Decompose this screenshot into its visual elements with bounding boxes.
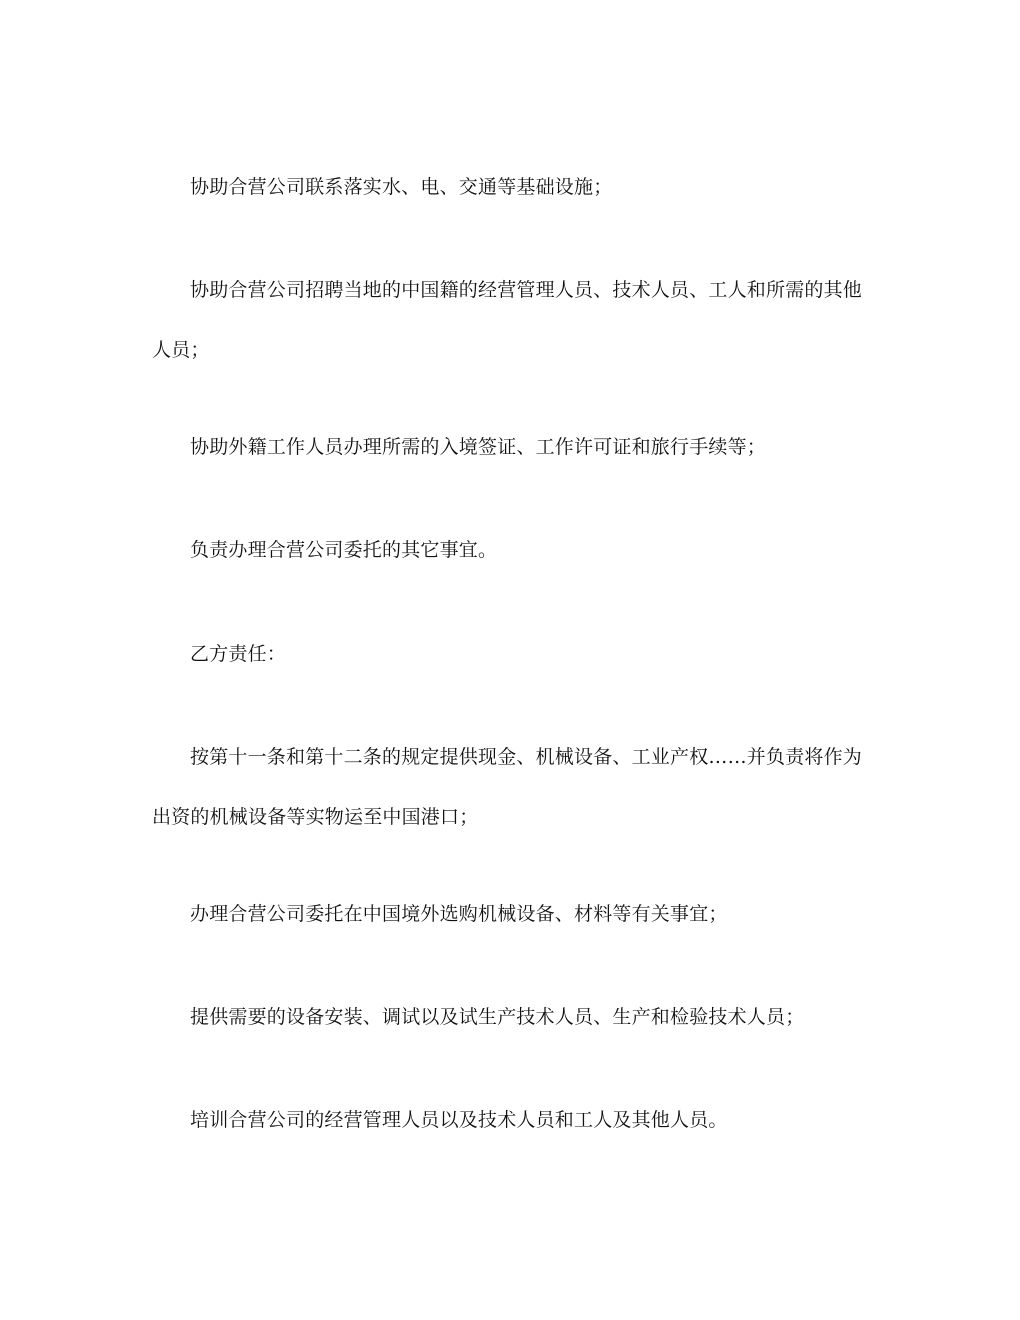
paragraph-technicians: 提供需要的设备安装、调试以及试生产技术人员、生产和检验技术人员； [190,1006,805,1028]
paragraph-contribution: 按第十一条和第十二条的规定提供现金、机械设备、工业产权……并负责将作为出资的机械设备等实物运至中国港口； [152,746,863,828]
paragraph-infrastructure: 协助合营公司联系落实水、电、交通等基础设施； [190,176,613,198]
paragraph-procurement: 办理合营公司委托在中国境外选购机械设备、材料等有关事宜； [190,903,728,925]
paragraph-other-matters: 负责办理合营公司委托的其它事宜。 [190,539,498,561]
paragraph-training: 培训合营公司的经营管理人员以及技术人员和工人及其他人员。 [190,1109,728,1131]
paragraph-recruitment: 协助合营公司招聘当地的中国籍的经营管理人员、技术人员、工人和所需的其他人员； [152,279,863,361]
paragraph-party-b-heading: 乙方责任： [190,643,287,665]
paragraph-visa: 协助外籍工作人员办理所需的入境签证、工作许可证和旅行手续等； [190,436,767,458]
